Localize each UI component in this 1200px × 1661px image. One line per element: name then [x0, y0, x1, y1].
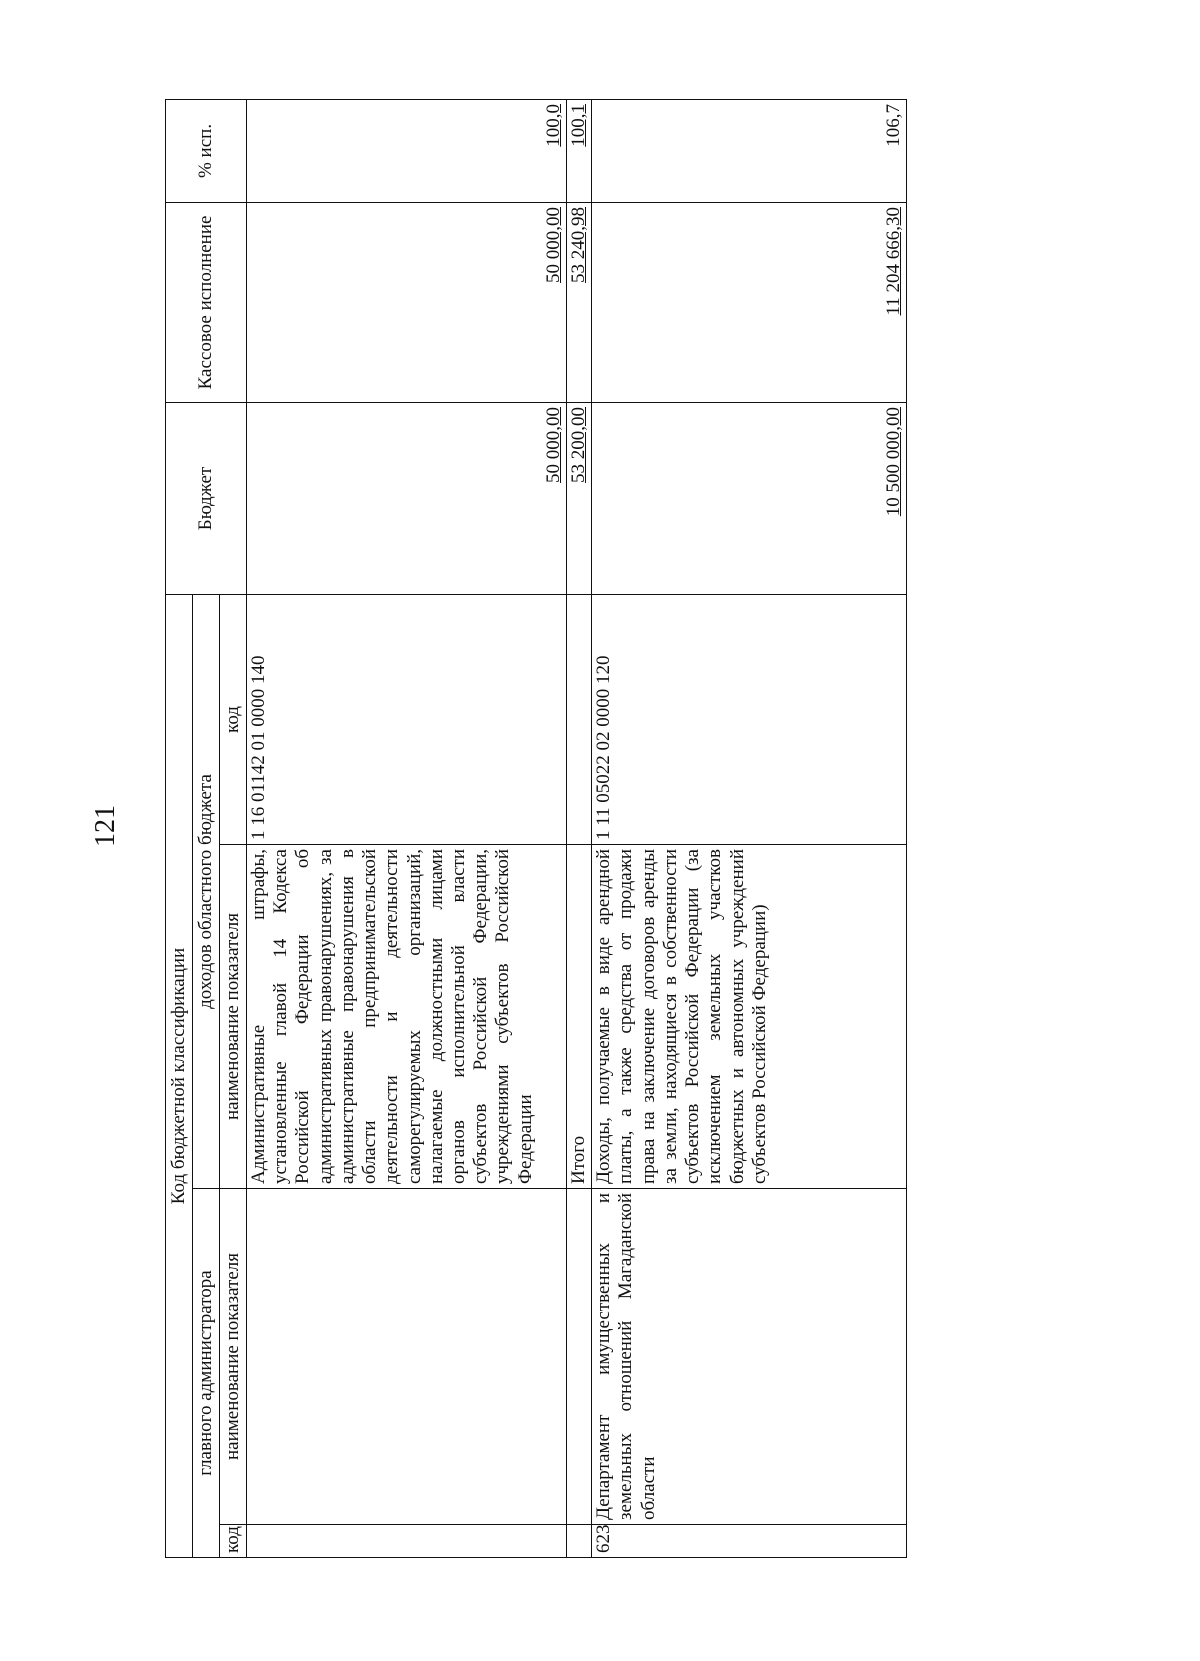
percent-cell: 100,0 — [247, 99, 567, 202]
admin-name-cell: Департамент имущественных и земельных отношений Магаданской области — [592, 1189, 907, 1525]
header-row-1 — [166, 99, 193, 1557]
table-row-rent — [592, 99, 907, 1557]
table-row-fines — [247, 99, 567, 1557]
admin-code-cell — [247, 1525, 567, 1558]
income-name-cell: Доходы, получаемые в виде арендной платы, а также средства от продажи права на заключение договоров аренды за земли, находящиеся в собственности субъектов Российской Федерации (за исключением земельных участков бюджетных и автономных учреждений субъектов Российской Федерации) — [592, 845, 907, 1189]
income-name-header: наименование показателя — [220, 845, 247, 1189]
income-code-cell: 1 16 01142 01 0000 140 — [247, 594, 567, 844]
cash-total-cell: 53 240,98 — [567, 202, 592, 402]
rotated-table-container — [165, 100, 907, 1558]
admin-code-cell — [567, 1525, 592, 1558]
budget-total-cell: 53 200,00 — [567, 402, 592, 594]
table-row-total — [567, 99, 592, 1557]
cash-cell: 50 000,00 — [247, 202, 567, 402]
page-number: 121 — [90, 805, 121, 847]
budget-column-header: Бюджет — [166, 402, 247, 594]
total-label-cell: Итого — [567, 845, 592, 1189]
classification-header: Код бюджетной классификации — [166, 594, 193, 1557]
admin-group-header: главного администратора — [193, 1189, 220, 1558]
admin-name-header: наименование показателя — [220, 1189, 247, 1525]
percent-total-cell: 100,1 — [567, 99, 592, 202]
income-code-cell — [567, 594, 592, 844]
income-code-cell: 1 11 05022 02 0000 120 — [592, 594, 907, 844]
admin-code-cell: 623 — [592, 1525, 907, 1558]
budget-cell: 50 000,00 — [247, 402, 567, 594]
budget-classification-table — [165, 99, 907, 1558]
cash-column-header: Кассовое исполнение — [166, 202, 247, 402]
budget-cell: 10 500 000,00 — [592, 402, 907, 594]
admin-name-cell — [567, 1189, 592, 1525]
percent-cell: 106,7 — [592, 99, 907, 202]
cash-cell: 11 204 666,30 — [592, 202, 907, 402]
percent-column-header: % исп. — [166, 99, 247, 202]
admin-code-header: код — [220, 1525, 247, 1558]
income-group-header: доходов областного бюджета — [193, 594, 220, 1188]
income-name-cell: Административные штрафы, установленные главой 14 Кодекса Российской Федерации об административных правонарушениях, за административные правонарушения в области предпринимательской деятельности и деятельности саморегулируемых организаций, налагаемые должностными лицами органов исполнительной власти субъектов Российской Федерации, учреждениями субъектов Российской Федерации — [247, 845, 567, 1189]
income-code-header: код — [220, 594, 247, 844]
admin-name-cell — [247, 1189, 567, 1525]
